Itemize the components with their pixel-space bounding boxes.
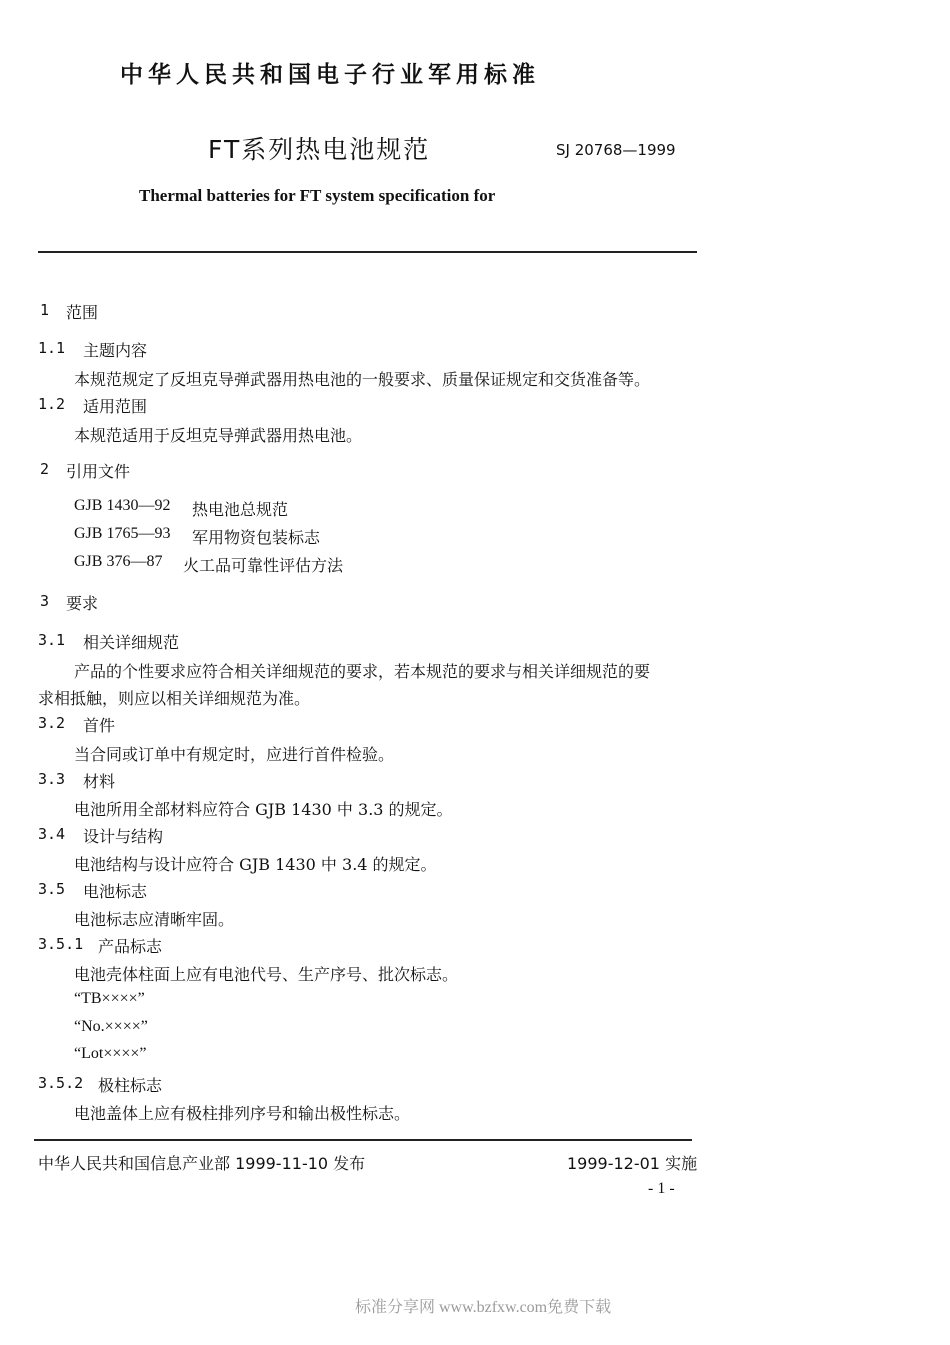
paragraph: 当合同或订单中有规定时，应进行首件检验。 xyxy=(74,745,395,764)
section-number: 3.3 xyxy=(38,770,66,788)
section-title: 设计与结构 xyxy=(83,827,164,846)
page-number: - 1 - xyxy=(648,1180,675,1197)
section-number: 1.1 xyxy=(38,339,66,357)
reference-name: 军用物资包装标志 xyxy=(192,528,321,547)
reference-code: GJB 1765—93 xyxy=(74,525,171,542)
section-number: 3.5.2 xyxy=(38,1074,84,1092)
reference-name: 火工品可靠性评估方法 xyxy=(183,556,344,575)
paragraph: 产品的个性要求应符合相关详细规范的要求，若本规范的要求与相关详细规范的要 xyxy=(74,662,651,681)
section-title: 电池标志 xyxy=(83,882,148,901)
mark-example: “No.××××” xyxy=(74,1018,148,1035)
paragraph: 本规范适用于反坦克导弹武器用热电池。 xyxy=(74,426,363,445)
section-title: 极柱标志 xyxy=(98,1076,163,1095)
section-title: 相关详细规范 xyxy=(83,633,180,652)
mark-example: “TB××××” xyxy=(74,990,145,1007)
section-title: 主题内容 xyxy=(83,341,148,360)
section-number: 3 xyxy=(40,592,50,610)
section-number: 1.2 xyxy=(38,395,66,413)
document-title-english: Thermal batteries for FT system specification for xyxy=(139,186,496,205)
standard-category-title: 中华人民共和国电子行业军用标准 xyxy=(120,62,540,88)
section-number: 3.2 xyxy=(38,714,66,732)
paragraph: 电池壳体柱面上应有电池代号、生产序号、批次标志。 xyxy=(74,965,459,984)
section-title: 产品标志 xyxy=(98,937,163,956)
bottom-divider xyxy=(34,1139,692,1141)
paragraph: 电池所用全部材料应符合 GJB 1430 中 3.3 的规定。 xyxy=(74,800,453,819)
section-title: 要求 xyxy=(66,594,99,613)
section-title: 首件 xyxy=(83,716,116,735)
reference-name: 热电池总规范 xyxy=(192,500,289,519)
section-title: 适用范围 xyxy=(83,397,148,416)
reference-code: GJB 1430—92 xyxy=(74,497,171,514)
section-title: 材料 xyxy=(83,772,116,791)
section-title: 引用文件 xyxy=(66,462,131,481)
paragraph: 电池结构与设计应符合 GJB 1430 中 3.4 的规定。 xyxy=(74,855,437,874)
issue-statement: 中华人民共和国信息产业部 1999-11-10 发布 xyxy=(38,1154,366,1173)
section-number: 2 xyxy=(40,460,50,478)
mark-example: “Lot××××” xyxy=(74,1045,147,1062)
top-divider xyxy=(38,251,697,253)
paragraph: 电池标志应清晰牢固。 xyxy=(74,910,235,929)
paragraph: 电池盖体上应有极柱排列序号和输出极性标志。 xyxy=(74,1104,411,1123)
document-code: SJ 20768—1999 xyxy=(556,141,676,159)
watermark-text: 标准分享网 www.bzfxw.com免费下载 xyxy=(355,1299,612,1316)
section-number: 3.4 xyxy=(38,825,66,843)
paragraph: 本规范规定了反坦克导弹武器用热电池的一般要求、质量保证规定和交货准备等。 xyxy=(74,370,651,389)
section-number: 1 xyxy=(40,301,50,319)
document-title: FT系列热电池规范 xyxy=(208,135,431,164)
reference-code: GJB 376—87 xyxy=(74,553,163,570)
section-number: 3.5.1 xyxy=(38,935,84,953)
section-number: 3.1 xyxy=(38,631,66,649)
section-number: 3.5 xyxy=(38,880,66,898)
section-title: 范围 xyxy=(66,303,99,322)
paragraph-continuation: 求相抵触，则应以相关详细规范为准。 xyxy=(38,689,311,708)
effective-date: 1999-12-01 实施 xyxy=(567,1154,698,1173)
